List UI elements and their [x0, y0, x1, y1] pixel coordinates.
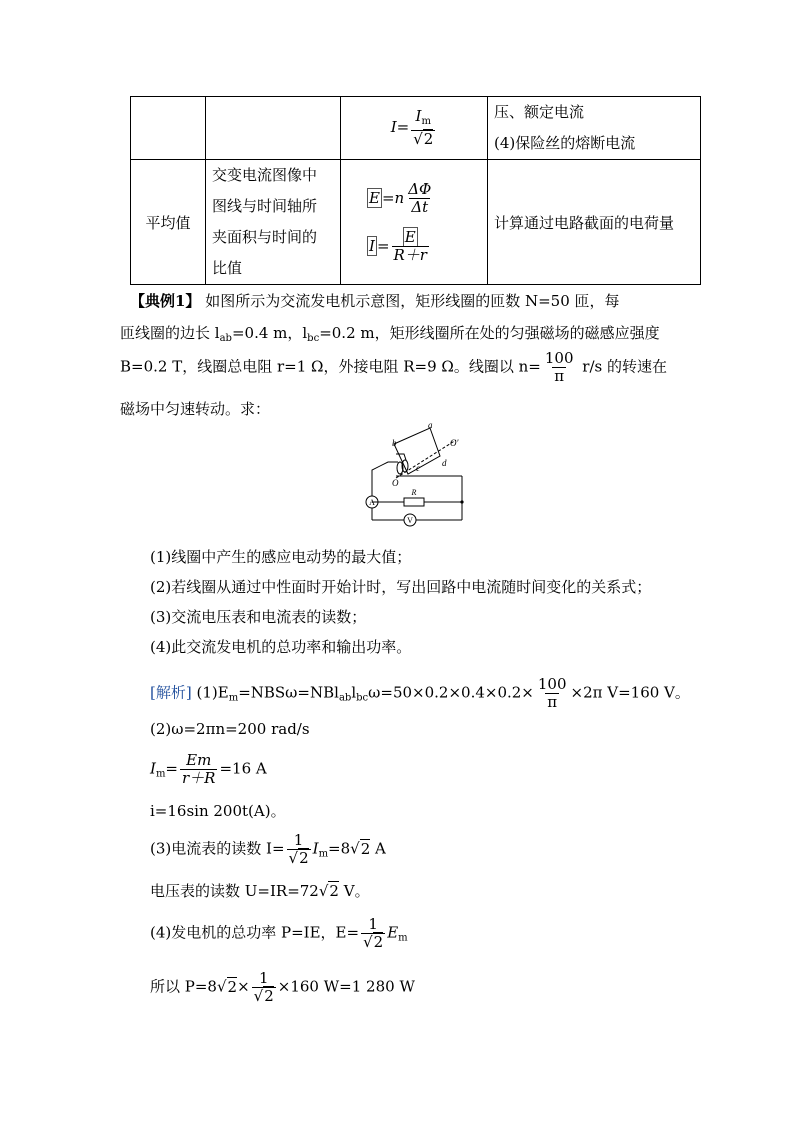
voltmeter-label: V	[407, 516, 413, 525]
fraction-denominator: r＋R	[182, 769, 216, 787]
solution-text: =NBSω=NBl	[238, 683, 339, 702]
solution-text: 电压表的读数 U=IR=72	[150, 882, 319, 900]
solution-line	[150, 752, 267, 787]
table-row	[131, 160, 701, 285]
subscript: m	[228, 692, 239, 704]
example-text: 如图所示为交流发电机示意图，矩形线圈的匝数 N=50 匝，每	[205, 292, 620, 310]
question-item: (2)若线圈从通过中性面时开始计时，写出回路中电流随时间变化的关系式；	[150, 578, 652, 596]
fraction-numerator: ΔΦ	[408, 179, 432, 198]
subscript: m	[398, 932, 408, 944]
generator-diagram	[358, 420, 470, 528]
example-paragraph-line	[120, 322, 660, 344]
fraction: $\frac{1}{√2}$	[288, 831, 309, 867]
solution-line	[150, 916, 408, 951]
subscript: ab	[338, 692, 352, 704]
fraction-numerator: 1	[258, 969, 269, 987]
fraction: $\frac{I_m}{√2}$	[413, 107, 434, 148]
solution-label: [解析]	[150, 683, 192, 702]
subscript: bc	[307, 333, 320, 344]
solution-text: (1)E	[196, 683, 229, 702]
table-cell-name: 平均值	[131, 160, 206, 285]
example-paragraph-line: 磁场中匀速转动。求：	[120, 400, 271, 418]
average-current-symbol: I	[369, 237, 375, 255]
question-item: (3)交流电压表和电流表的读数；	[150, 608, 367, 626]
fraction	[392, 229, 429, 264]
example-text: =0.4 m，l	[231, 324, 308, 342]
fraction-numerator: 1	[368, 915, 378, 933]
fraction-denominator: 2	[423, 130, 434, 148]
subscript: m	[318, 848, 329, 860]
fraction-denominator: 2	[373, 933, 384, 951]
solution-text: =16 A	[219, 759, 267, 778]
solution-text: ×	[237, 977, 250, 996]
example-text: =0.2 m，矩形线圈所在处的匀强磁场的磁感应强度	[319, 324, 660, 342]
resistor-symbol	[404, 498, 424, 506]
example-text: r/s 的转速在	[582, 357, 667, 376]
table-cell-formula	[341, 97, 488, 160]
fraction-denominator: π	[547, 693, 558, 711]
solution-text: ×2π V=160 V。	[570, 683, 690, 702]
example-text: 匝线圈的边长 l	[120, 324, 220, 342]
fraction: $\frac{1}{√2}$	[253, 969, 274, 1005]
solution-text: (3)电流表的读数 I=	[150, 839, 285, 858]
solution-text: ×160 W=1 280 W	[277, 977, 415, 996]
table-cell-application: 计算通过电路截面的电荷量	[488, 160, 701, 285]
formula-table	[130, 96, 701, 285]
definition-line: 交变电流图像中	[212, 166, 318, 184]
solution-text: ω=50×0.2×0.4×0.2×	[368, 683, 534, 702]
diagram-label-b: b	[392, 438, 397, 448]
fraction	[536, 676, 569, 711]
solution-text: =	[165, 759, 178, 778]
subscript: ab	[219, 333, 232, 344]
junction-dot	[460, 500, 463, 503]
table-cell-empty	[206, 97, 341, 160]
definition-line: 图线与时间轴所	[212, 197, 318, 215]
sqrt-value: 2	[227, 977, 238, 996]
average-emf-symbol: E	[369, 189, 380, 207]
fraction-numerator: Em	[186, 751, 212, 769]
sqrt-value: 2	[329, 882, 339, 900]
fraction-numerator: 100	[537, 675, 567, 693]
subscript: bc	[356, 692, 369, 704]
solution-text: =8	[328, 839, 351, 858]
solution-text: I	[312, 839, 319, 858]
table-cell-empty	[131, 97, 206, 160]
example-paragraph-line	[120, 350, 667, 385]
question-item: (4)此交流发电机的总功率和输出功率。	[150, 638, 412, 656]
fraction-denominator: R＋r	[393, 245, 427, 264]
solution-text: V。	[338, 882, 370, 900]
diagram-label-d: d	[442, 458, 447, 468]
example-text: B=0.2 T，线圈总电阻 r=1 Ω，外接电阻 R=9 Ω。线圈以 n=	[120, 357, 541, 376]
resistor-label: R	[411, 488, 417, 497]
fraction-denominator: 2	[299, 849, 309, 867]
table-cell-definition	[206, 160, 341, 285]
diagram-label-o-prime: O′	[450, 438, 459, 448]
solution-text: l	[351, 683, 357, 702]
fraction-denominator: π	[554, 367, 565, 385]
fraction	[406, 181, 433, 216]
formula-lhs: I=	[390, 118, 410, 136]
sqrt-value: 2	[360, 839, 371, 858]
question-item: (1)线圈中产生的感应电动势的最大值；	[150, 548, 412, 566]
diagram-label-o: O	[392, 478, 399, 488]
solution-text: I	[150, 759, 156, 778]
fraction-numerator: 100	[544, 349, 574, 367]
definition-line: 比值	[212, 259, 243, 277]
subscript: m	[421, 116, 431, 127]
solution-line: (3)电流表的读数 I= $\frac{1}{√2}$ $I_m=8√2$ A	[150, 831, 386, 867]
solution-text: A	[370, 839, 386, 858]
fraction	[543, 350, 576, 385]
fraction-numerator: E	[404, 227, 416, 246]
solution-line	[150, 676, 690, 711]
fraction-denominator: Δt	[411, 197, 429, 216]
solution-line: i=16sin 200t(A)。	[150, 802, 286, 820]
generator-circuit-svg	[358, 420, 470, 528]
table-cell-application	[488, 97, 701, 160]
ammeter-label: A	[369, 498, 375, 507]
solution-line: 电压表的读数 U=IR=72√2 V。	[150, 882, 370, 900]
solution-text: E	[387, 923, 399, 942]
diagram-label-c: c	[416, 463, 420, 473]
application-text: (4)保险丝的熔断电流	[494, 134, 636, 152]
solution-text: (4)发电机的总功率 P=IE，E=	[150, 923, 360, 942]
fraction: $\frac{1}{√2}$	[363, 915, 384, 951]
solution-line: (2)ω=2πn=200 rad/s	[150, 720, 310, 738]
application-text: 压、额定电流	[494, 103, 585, 121]
solution-line: 所以 P=8√2× $\frac{1}{√2}$ ×160 W=1 280 W	[150, 969, 415, 1005]
table-row	[131, 97, 701, 160]
fraction-numerator: 1	[293, 831, 304, 849]
solution-text: 所以 P=8	[150, 977, 217, 996]
formula-operator: =	[376, 237, 390, 255]
example-label: 【典例1】	[130, 292, 201, 310]
definition-line: 夹面积与时间的	[212, 228, 318, 246]
example-paragraph-line	[130, 290, 620, 311]
diagram-label-a: a	[428, 420, 433, 430]
fraction-numerator: I	[415, 107, 422, 125]
fraction-denominator: 2	[264, 987, 274, 1005]
table-cell-formula	[341, 160, 488, 285]
subscript: m	[155, 768, 166, 780]
fraction	[180, 752, 217, 787]
formula-operator: =n	[381, 189, 405, 207]
